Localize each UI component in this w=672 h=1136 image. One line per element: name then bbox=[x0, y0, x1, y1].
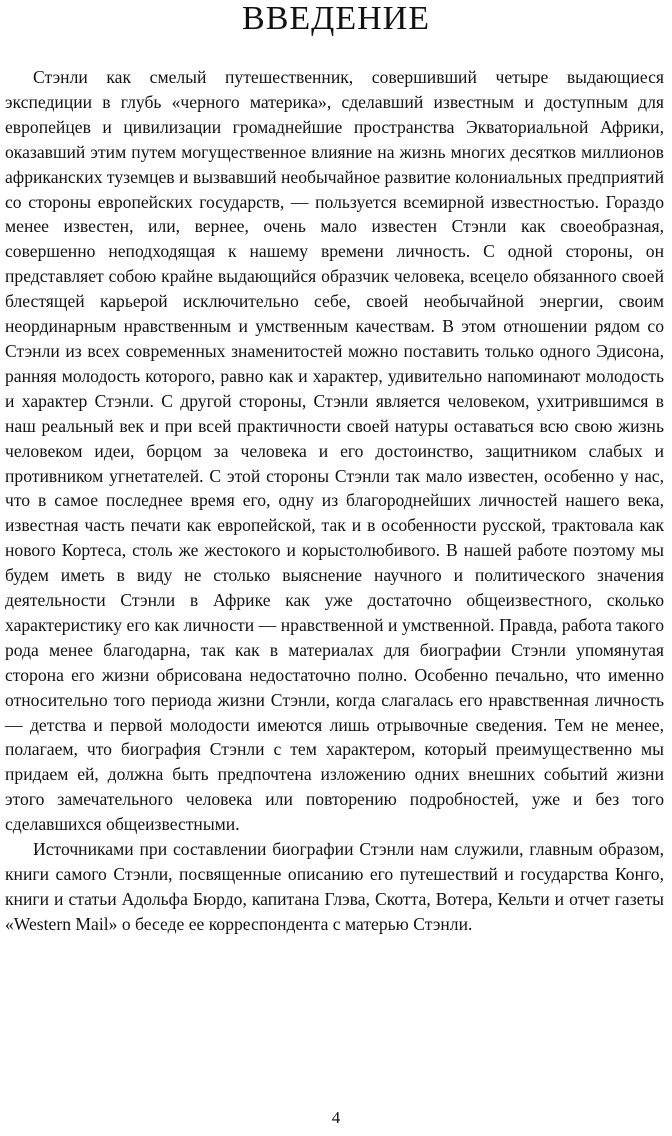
body-text bbox=[5, 65, 664, 937]
paragraph-1: Стэнли как смелый путешественник, совершивший четыре выдающиеся экспедиции в глубь «черного материка», сделавший известным и доступным для европейцев и цивилизации громаднейшие пространства Экваториальной Африки, оказавший этим путем могущественное влияние на жизнь многих десятков миллионов африканских туземцев и вызвавший необычайное развитие колониальных предприятий со стороны европейских государств, — пользуется всемирной известностью. Гораздо менее известен, или, вернее, очень мало известен Стэнли как своеобразная, совершенно неподходящая к нашему времени личность. С одной стороны, он представляет собою крайне выдающийся образчик человека, всецело обязанного своей блестящей карьерой исключительно себе, своей необычайной энергии, своим неординарным нравственным и умственным качествам. В этом отношении рядом со Стэнли из всех современных знаменитостей можно поставить только одного Эдисона, ранняя молодость которого, равно как и характер, удивительно напоминают молодость и характер Стэнли. С другой стороны, Стэнли является человеком, ухитрившимся в наш реальный век и при всей практичности своей натуры оставаться всю свою жизнь человеком идеи, борцом за человека и его достоинство, защитником слабых и противником угнетателей. С этой стороны Стэнли так мало известен, особенно у нас, что в самое последнее время его, одну из благороднейших личностей нашего века, известная часть печати как европейской, так и в особенности русской, трактовала как нового Кортеса, столь же жестокого и корыстолюбивого. В нашей работе поэтому мы будем иметь в виду не столько выяснение научного и политического значения деятельности Стэнли в Африке как уже достаточно общеизвестного, сколько характеристику его как личности — нравственной и умственной. Правда, работа такого рода менее благодарна, так как в материалах для биографии Стэнли упомянутая сторона его жизни обрисована недостаточно полно. Особенно печально, что именно относительно того периода жизни Стэнли, когда слагалась его нравственная личность — детства и первой молодости имеются лишь отрывочные сведения. Тем не менее, полагаем, что биография Стэнли с тем характером, который преимущественно мы придаем ей, должна быть предпочтена изложению одних внешних событий жизни этого замечательного человека или повторению подробностей, уже и без того сделавшихся общеизвестными. bbox=[5, 67, 664, 835]
paragraph-2: Источниками при составлении биографии Стэнли нам служили, главным образом, книги самого Стэнли, посвященные описанию его путешествий и государства Конго, книги и статьи Адольфа Бюрдо, капитана Глэва, Скотта, Вотера, Кельти и отчет газеты «Western Mail» о беседе ее корреспондента с матерью Стэнли. bbox=[5, 839, 664, 934]
page-number: 4 bbox=[331, 1108, 341, 1127]
chapter-title: ВВЕДЕНИЕ bbox=[242, 0, 430, 37]
